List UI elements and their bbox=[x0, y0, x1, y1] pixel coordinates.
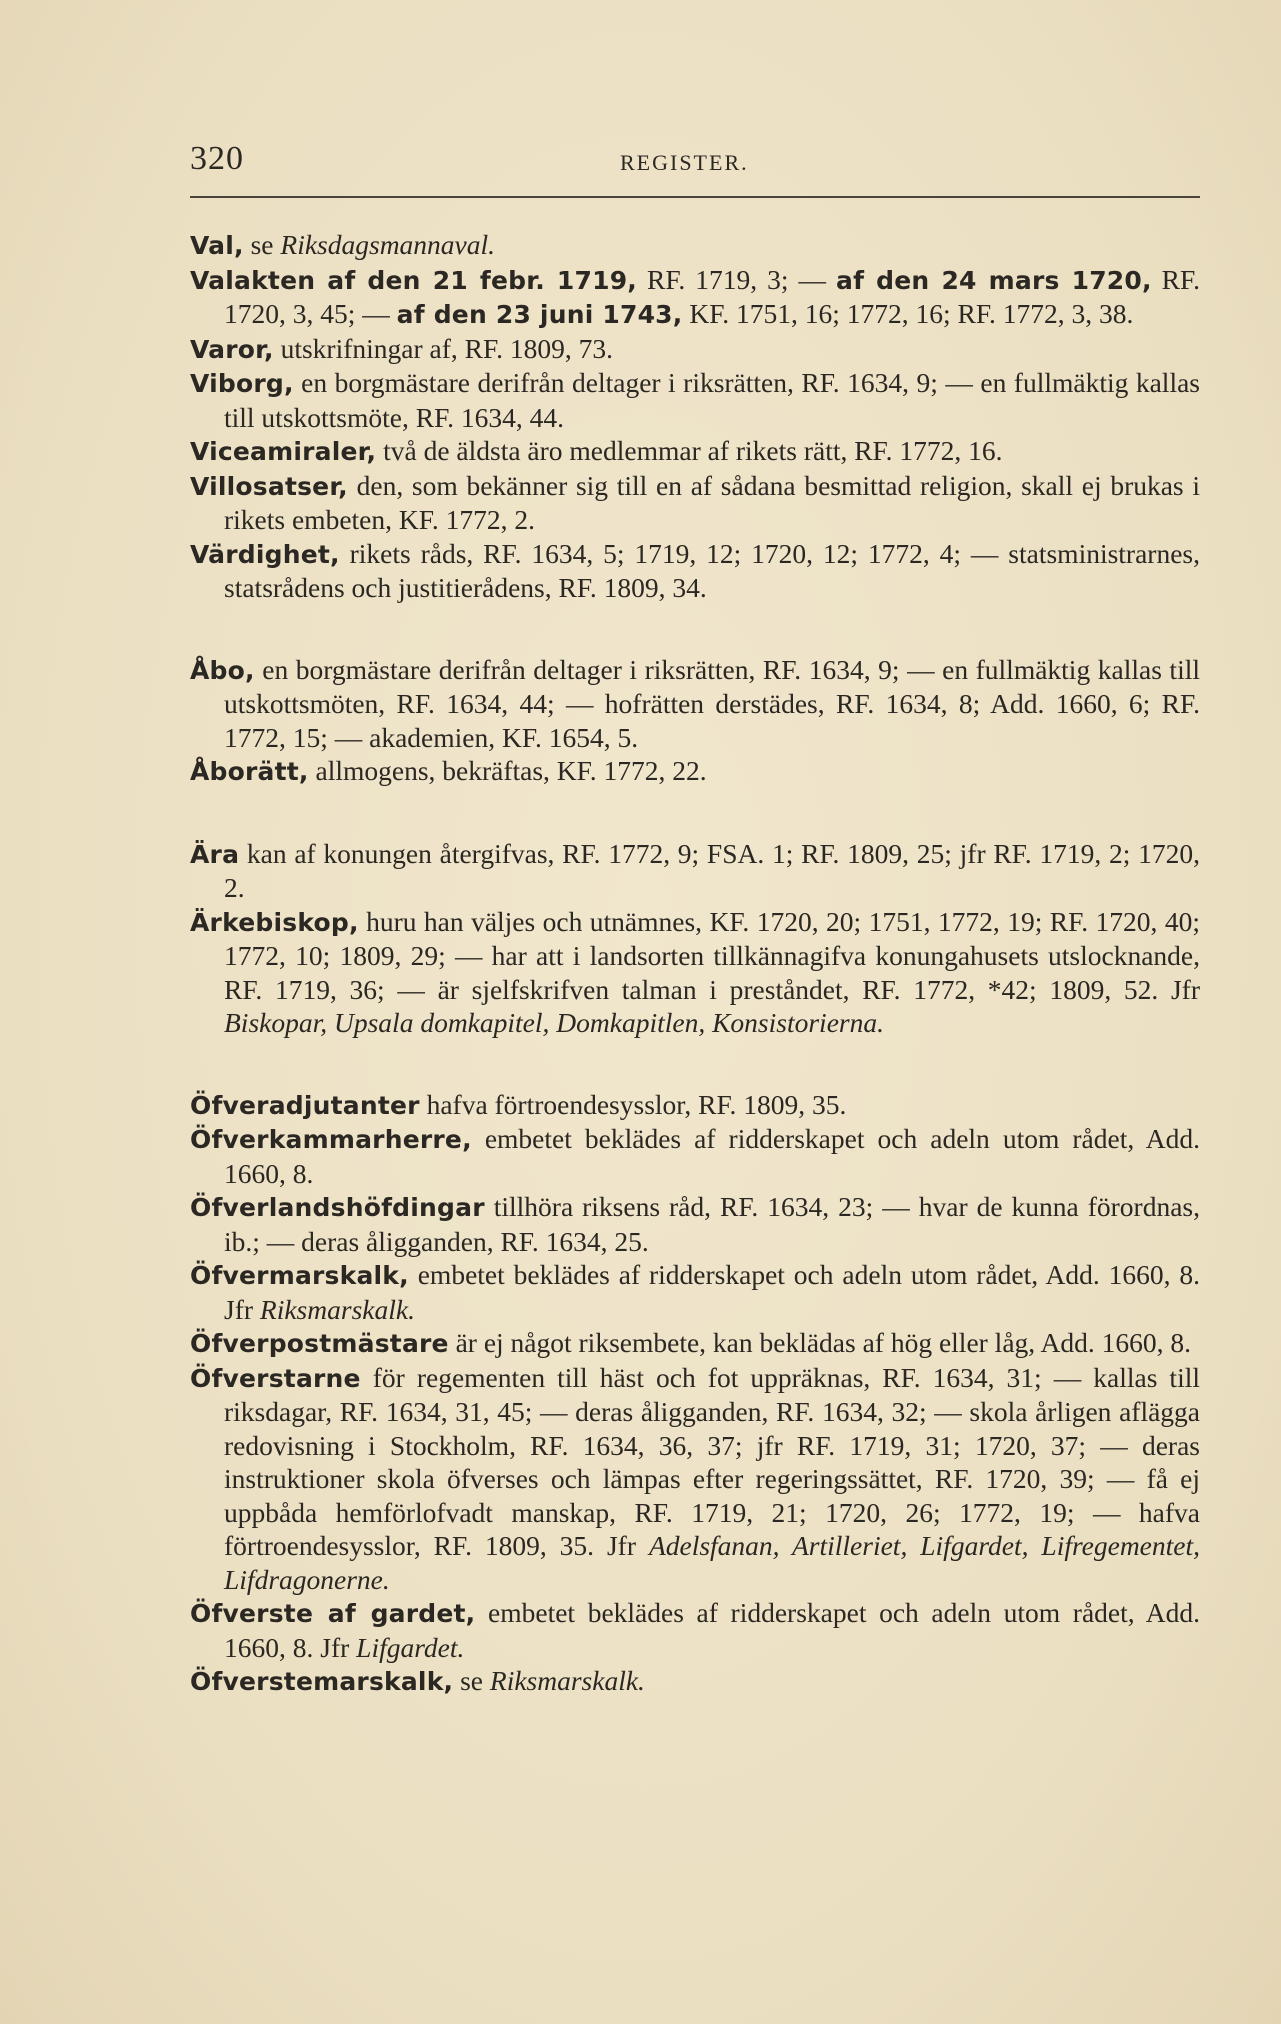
page-number: 320 bbox=[190, 140, 244, 177]
entry-headword: Åbo, bbox=[190, 655, 255, 685]
register-entry bbox=[190, 837, 1200, 905]
register-entry bbox=[190, 366, 1200, 434]
entry-text: se bbox=[243, 229, 281, 260]
entry-text: den, som bekänner sig till en af sådana besmittad religion, skall ej brukas i rikets embeten, KF. 1772, 2. bbox=[224, 469, 1200, 535]
entry-text: två de äldsta äro medlemmar af rikets rätt, RF. 1772, 16. bbox=[376, 435, 1003, 466]
entry-text: en borgmästare derifrån deltager i riksrätten, RF. 1634, 9; — en fullmäktig kallas till utskottsmöte, RF. 1634, 44. bbox=[224, 367, 1200, 433]
register-entry bbox=[190, 1088, 1200, 1123]
entry-text: en borgmästare derifrån deltager i riksrätten, RF. 1634, 9; — en fullmäktig kallas till utskottsmöten, RF. 1634, 44; — hofrätten derstädes, RF. 1634, 8; Add. 1660, 6; RF. 1772, 15; — akademien, KF. 1654, 5. bbox=[224, 653, 1200, 753]
entry-headword: Ärkebiskop, bbox=[190, 907, 359, 937]
entry-headword: Ära bbox=[190, 839, 240, 869]
entry-text: kan af konungen återgifvas, RF. 1772, 9; FSA. 1; RF. 1809, 25; jfr RF. 1719, 2; 1720, 2. bbox=[224, 837, 1200, 903]
entry-text: utskrifningar af, RF. 1809, 73. bbox=[273, 332, 613, 364]
register-entry bbox=[190, 1258, 1200, 1326]
entry-text: rikets råds, RF. 1634, 5; 1719, 12; 1720, 12; 1772, 4; — statsministrarnes, statsrådens och justitierådens, RF. 1809, 34. bbox=[224, 537, 1200, 603]
entry-headword: Valakten bbox=[190, 265, 316, 295]
register-entry bbox=[190, 228, 1200, 263]
entry-headword: Öfverstemarskalk, bbox=[190, 1667, 454, 1696]
entry-headword: Val, bbox=[190, 231, 244, 260]
entry-crossref: Adelsfanan, Artilleriet, Lifgardet, Lifregementet, Lifdragonerne. bbox=[224, 1530, 1200, 1595]
entry-crossref: Biskopar, Upsala domkapitel, Domkapitlen, Konsistorierna. bbox=[224, 1007, 884, 1038]
entry-text: är ej något riksembete, kan beklädas af hög eller låg, Add. 1660, 8. bbox=[448, 1327, 1191, 1358]
register-entry bbox=[190, 754, 1200, 789]
register-entries bbox=[190, 228, 1200, 1699]
entry-text: allmogens, bekräftas, KF. 1772, 22. bbox=[308, 755, 707, 786]
entry-headword: Öfvermarskalk, bbox=[190, 1261, 409, 1290]
entry-headword: Viborg, bbox=[190, 369, 294, 398]
entry-text: RF. 1720, 3, 45; — bbox=[224, 263, 1200, 329]
entry-text: huru han väljes och utnämnes, KF. 1720, 20; 1751, 1772, 19; RF. 1720, 40; 1772, 10; 1809, 29; — har att i landsorten tillkännagifva konungahusets utslocknande, RF. 1719, 36; — är sjelfskrifven talman i preståndet, RF. 1772, *42; 1809, 52. Jfr bbox=[224, 905, 1200, 1005]
entry-headword: Öfverstarne bbox=[190, 1363, 361, 1393]
entry-crossref: Riksmarskalk. bbox=[259, 1293, 415, 1325]
register-entry bbox=[190, 434, 1200, 469]
entry-text: hafva förtroendesysslor, RF. 1809, 35. bbox=[419, 1088, 847, 1120]
entry-headword: Öfverkammarherre, bbox=[190, 1125, 472, 1154]
entry-headword: Värdighet, bbox=[190, 539, 340, 569]
entry-crossref: Riksmarskalk. bbox=[489, 1665, 645, 1696]
entry-text: af den 21 febr. 1719, bbox=[315, 265, 637, 295]
entry-crossref: Riksdagsmannaval. bbox=[280, 229, 496, 260]
entry-headword: Öfverste af gardet, bbox=[190, 1599, 476, 1628]
register-entry bbox=[190, 1326, 1200, 1361]
entry-headword: Varor, bbox=[190, 334, 274, 364]
entry-headword: Viceamiraler, bbox=[190, 437, 377, 466]
entry-headword: Öfverpostmästare bbox=[190, 1329, 449, 1358]
register-entry bbox=[190, 905, 1200, 1040]
entry-text: embetet beklädes af ridderskapet och adeln utom rådet, Add. 1660, 8. Jfr bbox=[224, 1597, 1200, 1663]
register-entry bbox=[190, 1664, 1200, 1699]
register-entry bbox=[190, 469, 1200, 537]
register-entry bbox=[190, 537, 1200, 605]
entry-headword: Öfverlandshöfdingar bbox=[190, 1193, 485, 1222]
entry-crossref: Lifgardet. bbox=[356, 1631, 465, 1663]
page-header bbox=[190, 140, 1200, 180]
entry-headword: Villosatser, bbox=[190, 471, 348, 501]
register-entry bbox=[190, 653, 1200, 755]
entry-text: embetet beklädes af ridderskapet och adeln utom rådet, Add. 1660, 8. bbox=[224, 1123, 1200, 1189]
entry-text: KF. 1751, 16; 1772, 16; RF. 1772, 3, 38. bbox=[682, 298, 1134, 329]
entry-text: RF. 1719, 3; — bbox=[636, 263, 837, 295]
entry-text: tillhöra riksens råd, RF. 1634, 23; — hvar de kunna förordnas, ib.; — deras åligganden, RF. 1634, 25. bbox=[224, 1191, 1200, 1257]
entry-text: för regementen till häst och fot uppräknas, RF. 1634, 31; — kallas till riksdagar, RF. 1634, 31, 45; — deras åligganden, RF. 1634, 32; — skola årligen aflägga redovisning i Stockholm, RF. 1634, 36, 37; jfr RF. 1719, 31; 1720, 37; — deras instruktioner skola öfverses och lämpas efter regeringssättet, RF. 1720, 39; — få ej uppbåda hemförlofvadt manskap, RF. 1719, 21; 1720, 26; 1772, 19; — hafva förtroendesysslor, RF. 1809, 35. Jfr bbox=[224, 1361, 1200, 1561]
header-rule bbox=[190, 196, 1200, 198]
register-entry bbox=[190, 263, 1200, 332]
register-entry bbox=[190, 1122, 1200, 1190]
entry-text: embetet beklädes af ridderskapet och adeln utom rådet, Add. 1660, 8. Jfr bbox=[224, 1259, 1200, 1325]
entry-text: se bbox=[453, 1665, 490, 1696]
entry-headword: Åborätt, bbox=[190, 757, 309, 786]
register-entry bbox=[190, 1361, 1200, 1597]
running-head: REGISTER. bbox=[620, 150, 749, 175]
register-entry bbox=[190, 1190, 1200, 1258]
entry-text: af den 23 juni 1743, bbox=[396, 300, 683, 329]
register-entry bbox=[190, 332, 1200, 367]
entry-headword: Öfveradjutanter bbox=[190, 1090, 420, 1120]
register-entry bbox=[190, 1596, 1200, 1664]
entry-text: af den 24 mars 1720, bbox=[836, 265, 1152, 295]
